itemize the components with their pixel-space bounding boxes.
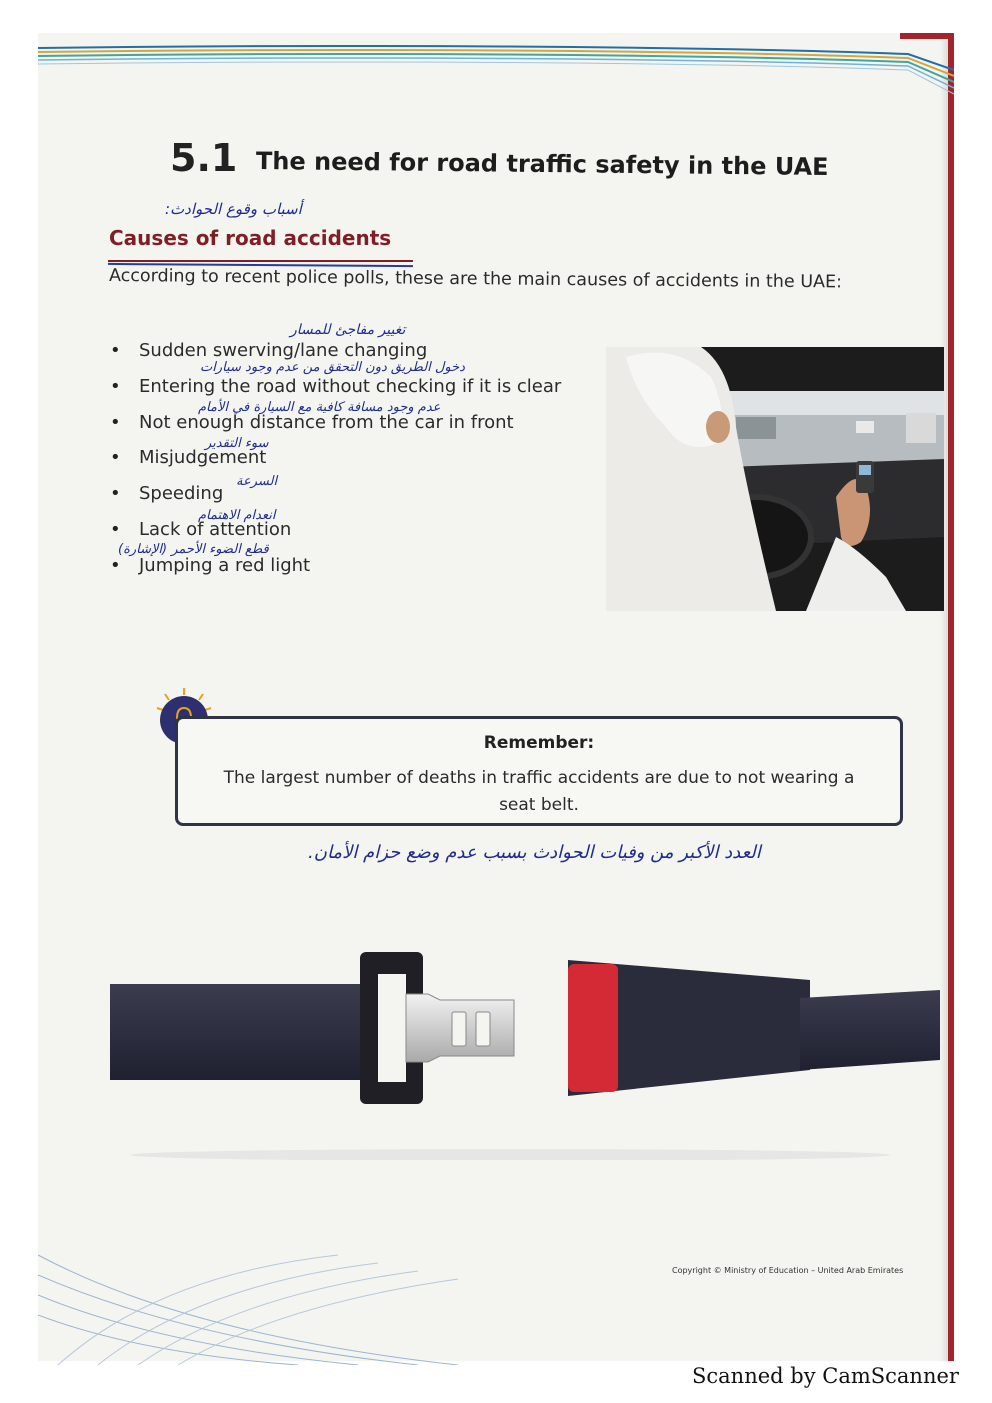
handwritten-note-subheading: أسباب وقوع الحوادث: [165, 200, 302, 218]
list-item: • Not enough distance from the car in front [110, 412, 561, 448]
seat-belt-illustration [110, 950, 940, 1160]
handwritten-note-remember: العدد الأكبر من وفيات الحوادث بسبب عدم وضع حزام الأمان. [308, 842, 761, 863]
footer-decoration [38, 1215, 538, 1365]
handwritten-note: السرعة [236, 474, 278, 489]
handwritten-note: انعدام الاهتمام [198, 508, 276, 523]
remember-text: The largest number of deaths in traffic accidents are due to not wearing a seat belt. [223, 768, 855, 815]
driver-using-phone-photo [606, 347, 944, 611]
handwritten-note: دخول الطريق دون التحقق من عدم وجود سيارات [200, 360, 465, 375]
subheading: Causes of road accidents [109, 226, 392, 250]
handwritten-note: سوء التقدير [205, 436, 269, 451]
remember-title: Remember: [483, 733, 595, 753]
handwritten-note: تغيير مفاجئ للمسار [290, 322, 406, 338]
remember-callout [175, 716, 903, 826]
scanner-watermark: Scanned by CamScanner [692, 1364, 959, 1388]
list-item: • Speeding [110, 483, 561, 519]
list-item: • Jumping a red light [110, 555, 561, 591]
list-item: • Lack of attention [110, 519, 561, 555]
handwritten-note: قطع الضوء الأحمر (الإشارة) [118, 542, 269, 557]
section-title: The need for road traffic safety in the UAE [255, 147, 829, 181]
list-item: • Sudden swerving/lane changing [110, 340, 561, 376]
copyright-notice: Copyright © Ministry of Education – United Arab Emirates [672, 1266, 904, 1275]
page-edge-right [948, 33, 954, 1361]
intro-paragraph: According to recent police polls, these are the main causes of accidents in the UAE: [108, 266, 843, 293]
list-item: • Misjudgement [110, 447, 561, 483]
handwritten-note: عدم وجود مسافة كافية مع السيارة في الأمام [198, 400, 441, 415]
page-edge-top [900, 33, 954, 39]
list-item: • Entering the road without checking if it is clear [110, 376, 561, 412]
header-decoration [38, 40, 954, 100]
subheading-underline [108, 260, 413, 262]
section-number: 5.1 [170, 136, 238, 180]
